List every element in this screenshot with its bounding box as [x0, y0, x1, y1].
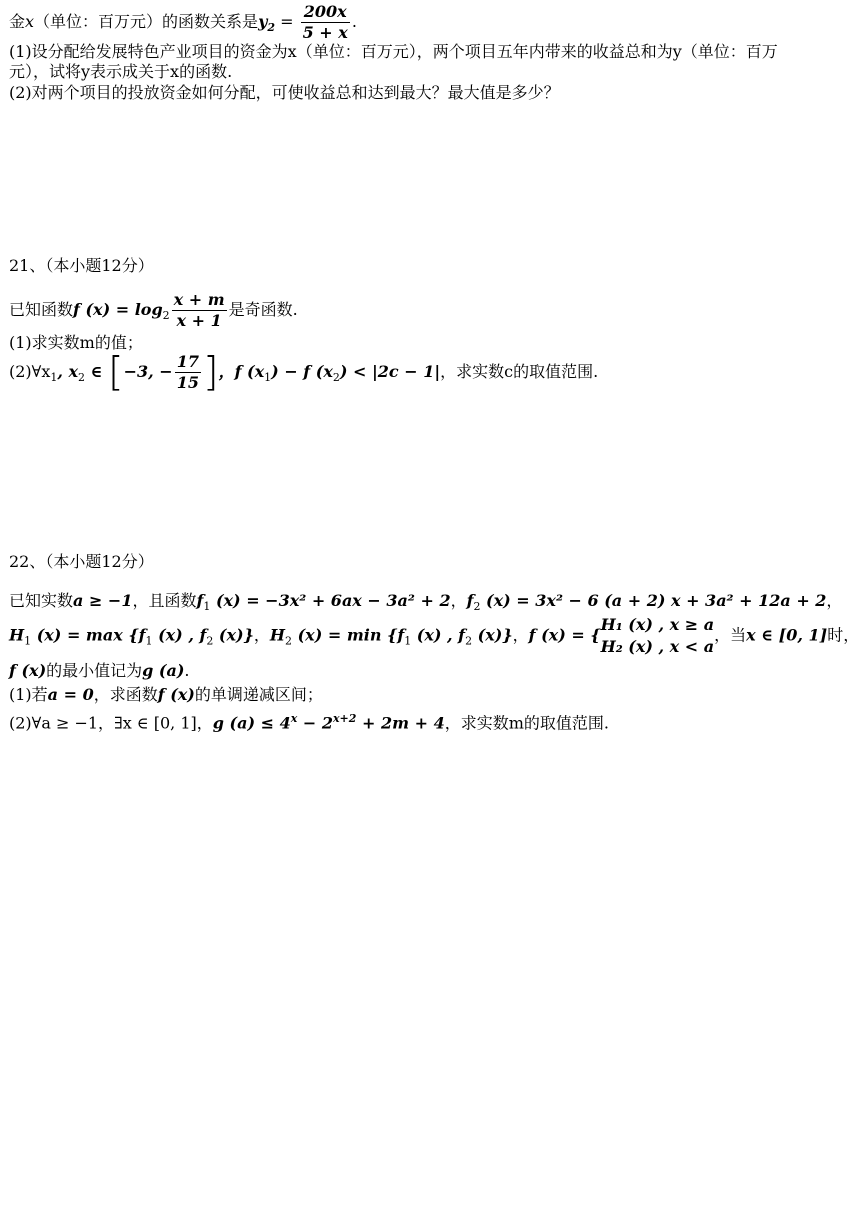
q20-fraction-num: 200x	[301, 2, 350, 23]
q22-p2-b: g (a) ≤ 4	[212, 713, 291, 733]
q22-l1-f2: f	[466, 591, 474, 610]
q22-l1-f1-expr: (x) = −3x² + 6ax − 3a² + 2	[210, 591, 451, 610]
q21-part2-rest-sub1: 1	[264, 371, 272, 385]
q21-part2-rest-sub2: 2	[332, 371, 340, 385]
left-bracket-icon: [	[108, 349, 124, 396]
q22-l3-text: 的最小值记为	[46, 661, 143, 680]
q21-part2-fraction-num: 17	[176, 352, 199, 371]
q22-l1-c: ，且函数	[132, 591, 197, 610]
q20-part2: (2)对两个项目的投放资金如何分配，可使收益总和达到最大？最大值是多少？	[9, 83, 560, 102]
q20-part1-line1: (1)设分配给发展特色产业项目的资金为x（单位：百万元），两个项目五年内带来的收益总和为y（单位：百万	[9, 42, 778, 61]
q20-fraction-den: 5 + x	[302, 23, 348, 42]
q22-p1-a: (1)若	[9, 685, 48, 704]
q22-p2-sup1: x	[290, 712, 298, 725]
q22-l2-min-mid: (x) , f	[411, 625, 466, 645]
q21-stem-prefix: 已知函数	[9, 300, 74, 319]
q22-l3-ga: g (a)	[142, 661, 185, 680]
q22-p2-d: + 2m + 4	[356, 713, 445, 733]
q21-stem-suffix: 是奇函数.	[228, 300, 298, 319]
q21-part2-rest-c: ) < |2c − 1|	[339, 362, 441, 381]
q20-line0-unit: （单位：百万元）的函数关系是	[34, 12, 259, 31]
q21-part2-prefix: (2)∀x	[9, 362, 51, 381]
q22-p2-sup2: x+2	[332, 712, 357, 725]
q22-l2-max: (x) = max {f	[31, 625, 146, 645]
q22-p1-d: f (x)	[157, 685, 195, 704]
q21-fraction-den: x + 1	[176, 311, 222, 330]
q22-line3	[9, 661, 190, 681]
q21-part2-rest-a: ，f (x	[218, 362, 265, 381]
q22-l3-fx: f (x)	[9, 661, 47, 680]
q20-line0	[9, 2, 357, 43]
q22-l2-sep1: ，	[253, 625, 270, 645]
q20-line0-prefix: 金	[9, 12, 26, 31]
q22-line2: $H_1$ $(x) = \max \{f_1$ (x) , $f_2$ (x)}，$H_2$ $(x) = \min \{f_1$ (x) , $f_2$ (x)}，f (x) = { H₁ (x) , x ≥ a H₂ (x) , x < a ，当x ∈ [0, 1]时，	[9, 615, 860, 656]
q20-line0-lhs: y	[258, 12, 268, 31]
q22-l3-end: .	[184, 661, 190, 680]
q21-part2-sub1: 1	[50, 371, 58, 385]
q20-part1-line2: 元），试将y表示成关于x的函数.	[9, 62, 233, 81]
right-bracket-icon: ]	[202, 349, 219, 396]
q22-l1-b: a ≥ −1	[73, 591, 133, 610]
q22-l1-a: 已知实数	[9, 591, 74, 610]
q22-l1-end: ，	[826, 591, 843, 610]
q22-case2: H₂ (x) , x < a	[600, 637, 715, 656]
q22-l2-min: (x) = min {f	[292, 625, 405, 645]
q22-p1-c: ，求函数	[93, 685, 158, 704]
q22-l2-H1: H	[9, 625, 25, 645]
q22-piecewise-cases	[601, 614, 715, 658]
q22-l1-sep: ，	[450, 591, 467, 610]
q22-part2	[9, 709, 609, 733]
q21-fraction	[172, 290, 227, 331]
q22-p2-a: (2)∀a ≥ −1，∃x ∈ [0, 1]，	[9, 713, 213, 733]
q20-line0-var: x	[25, 12, 35, 31]
q21-part2-rest-b: ) − f (x	[271, 362, 333, 381]
q22-case1: H₁ (x) , x ≥ a	[600, 615, 715, 634]
q22-l2-end: 时，	[827, 625, 860, 645]
q21-part2	[9, 349, 599, 396]
q22-line1: 已知实数a ≥ −1，且函数$f_1$ (x) = −3x² + 6ax − 3a² + 2，$f_2$ (x) = 3x² − 6 (a + 2) x + 3a² + 12a + 2，	[9, 591, 843, 614]
q22-l1-f2-expr: (x) = 3x² − 6 (a + 2) x + 3a² + 12a + 2	[480, 591, 827, 610]
q22-l2-min-end: (x)}	[472, 625, 513, 645]
q22-p2-c: − 2	[297, 713, 333, 733]
q21-part2-suffix: ，求实数c的取值范围.	[440, 362, 599, 381]
q22-p2-e: ，求实数m的取值范围.	[444, 713, 609, 733]
q20-line0-lhs-sub: 2	[267, 21, 276, 35]
q21-part2-in: ∈	[85, 362, 109, 381]
q21-part2-fraction	[175, 352, 201, 393]
q21-stem-func: f (x) = log	[73, 300, 163, 319]
q21-header: 21、（本小题12分）	[9, 256, 154, 275]
q22-l2-max-mid: (x) , f	[152, 625, 207, 645]
q20-fraction	[301, 2, 350, 43]
q21-part2-fraction-den: 15	[176, 373, 199, 392]
q21-part1: (1)求实数m的值；	[9, 333, 143, 352]
q22-l2-piecewise: f (x) = {	[528, 625, 601, 645]
q22-header: 22、（本小题12分）	[9, 552, 154, 571]
q21-fraction-num: x + m	[173, 290, 225, 309]
q22-p1-b: a = 0	[47, 685, 94, 704]
q21-part2-mid: , x	[57, 362, 79, 381]
q21-stem	[9, 290, 298, 331]
q21-part2-sub2: 2	[78, 371, 86, 385]
q22-l1-f1: f	[196, 591, 204, 610]
q21-stem-log-base: 2	[162, 309, 170, 323]
q22-l2-when: ，当	[714, 625, 747, 645]
q20-line0-end: .	[351, 12, 357, 31]
q22-l2-domain: x ∈ [0, 1]	[746, 625, 828, 645]
q22-l2-max-end: (x)}	[213, 625, 254, 645]
q21-part2-interval-left: −3, −	[123, 362, 173, 381]
q22-p1-e: 的单调递减区间；	[194, 685, 323, 704]
q22-l2-H2: H	[269, 625, 286, 645]
q22-part1	[9, 685, 323, 705]
q20-line0-eq: =	[275, 12, 299, 31]
q22-l2-sep2: ，	[512, 625, 529, 645]
